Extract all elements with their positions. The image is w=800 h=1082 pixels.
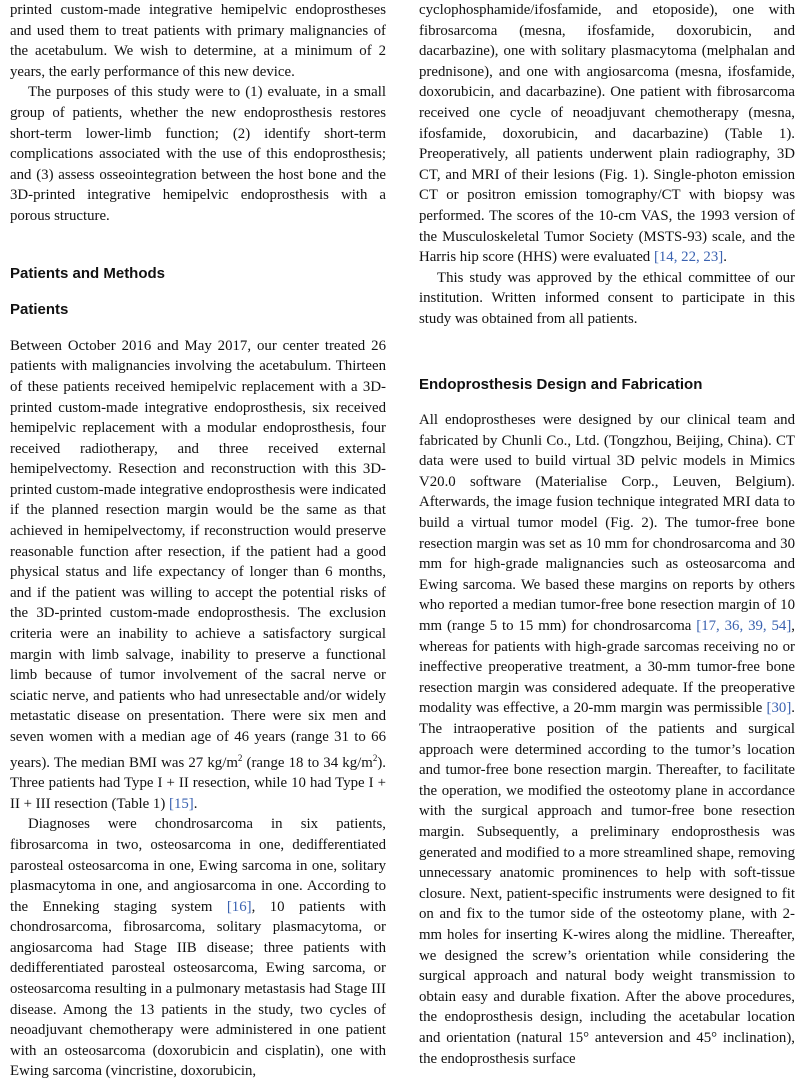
right-column [419, 0, 795, 1069]
patients-text-c: ). Three patients had Type I + II resection, while 10 had Type I + II + III resection (Table 1) [10, 754, 386, 812]
chemotherapy-paragraph-continued [419, 0, 795, 268]
citation-link-14-22-23[interactable]: [14, 22, 23] [653, 249, 724, 266]
patients-paragraph [10, 336, 386, 815]
heading-patients-and-methods: Patients and Methods [10, 264, 166, 282]
heading-patients: Patients [10, 301, 69, 319]
ethics-paragraph: This study was approved by the ethical committee of our institution. Written informed consent to participate in this study was obtained from all patients. [419, 269, 795, 327]
design-paragraph [419, 410, 795, 1069]
patients-text-a: Between October 2016 and May 2017, our center treated 26 patients with malignancies involving the acetabulum. Thirteen of these patients received hemipelvic replacement with a 3D-printed custom-made integrative endoprosthesis, six received hemipelvic replacement with a modular endoprosthesis, four received radiotherapy, and three received external hemipelvectomy. Resection and reconstruction with this 3D-printed custom-made integrative endoprosthesis were indicated if the planned resection margin would be the same as that achieved in hemipelvectomy, if reconstruction would preserve reasonable function after resection, if the patient had a good physical status and life expectancy of longer than 6 months, and if the patient was willing to accept the potential risks of the 3D-printed custom-made endoprosthesis. The exclusion criteria were an inability to achieve a satisfactory surgical margin with limb salvage, inability to preserve a functional limb because of tumor involvement of the sacral nerve or sciatic nerve, and patients who had unresectable and/or widely metastatic disease on presentation. There were six men and seven women with a median age of 46 years (range 31 to 66 years). The median BMI was 27 kg/m [10, 337, 386, 771]
citation-link-15[interactable]: [15] [169, 795, 194, 812]
citation-link-17-36-39-54[interactable]: [17, 36, 39, 54] [696, 618, 792, 635]
chemo-text-b: . [723, 249, 727, 266]
chemo-text-a: cyclophosphamide/ifosfamide, and etoposide), one with fibrosarcoma (mesna, ifosfamide, doxorubicin, and dacarbazine), one with solitary plasmacytoma (melphalan and prednisone), and one with angiosarcoma (mesna, ifosfamide, doxorubicin, and dacarbazine). One patient with fibrosarcoma received one cycle of neoadjuvant chemotherapy (mesna, ifosfamide, doxorubicin, and dacarbazine) (Table 1). Preoperatively, all patients underwent plain radiography, 3D CT, and MRI of their lesions (Fig. 1). Single-photon emission CT or positron emission tomography/CT with biopsy was performed. The scores of the 10-cm VAS, the 1993 version of the Musculoskeletal Tumor Society (MSTS-93) scale, and the Harris hip score (HHS) were evaluated [419, 2, 795, 266]
patients-text-d: . [193, 795, 198, 812]
design-text-c: . The intraoperative position of the patients and surgical approach were determined according to the tumor’s location and tumor-free bone resection margin. Thereafter, to facilitate the operation, we modified the osteotomy plane in accordance with the surgical approach and tumor-free bone resection margin. Subsequently, a preliminary endoprosthesis was generated and modified to a more streamlined shape, removing unnecessary anatomic prominences to help with soft-tissue closure. Next, patient-specific instruments were designed to fit on and fix to the tumor side of the osteotomy plane, with 2-mm holes for inserting K-wires along the midline. Thereafter, we designed the screw’s orientation while considering the surgical approach and natural body weight transmission to obtain easy and durable fixation. After the above procedures, the endoprosthesis design, including the acetabular location and orientation (natural 15° anteversion and 45° inclination), the endoprosthesis surface [419, 700, 795, 1067]
diagnoses-text-a: Diagnoses were chondrosarcoma in six patients, fibrosarcoma in two, osteosarcoma in one, dedifferentiated parosteal osteosarcoma in one, Ewing sarcoma in one, solitary plasmacytoma in one, and angiosarcoma in one. According to the Enneking staging system [10, 816, 386, 915]
heading-endoprosthesis-design: Endoprosthesis Design and Fabrication [419, 375, 703, 393]
study-purposes-paragraph: The purposes of this study were to (1) evaluate, in a small group of patients, whether the new endoprosthesis restores short-term lower-limb function; (2) identify short-term complications associated with the use of this endoprosthesis; and (3) assess osseointegration between the host bone and the 3D-printed integrative hemipelvic endoprosthesis with a porous structure. [10, 84, 386, 224]
left-column [10, 0, 386, 1082]
design-text-a: All endoprostheses were designed by our clinical team and fabricated by Chunli Co., Ltd. (Tongzhou, Beijing, China). CT data were used to build virtual 3D pelvic models in Mimics V20.0 software (Materialise Corp., Leuven, Belgium). Afterwards, the image fusion technique integrated MRI data to build a virtual tumor model (Fig. 2). The tumor-free bone resection margin was set as 10 mm for chondrosarcoma and 30 mm for high-grade malignancies such as osteosarcoma and Ewing sarcoma. We based these margins on reports by others who reported a median tumor-free bone resection margin of 10 mm (range 5 to 15 mm) for chondrosarcoma [419, 412, 795, 635]
diagnoses-text-b: , 10 patients with chondrosarcoma, fibrosarcoma, solitary plasmacytoma, or angiosarcoma had Stage IIB disease; three patients with dedifferentiated parosteal osteosarcoma, Ewing sarcoma, or osteosarcoma resulting in a pulmonary metastasis had Stage III disease. Among the 13 patients in the study, two cycles of neoadjuvant chemotherapy were administered in one patient with an osteosarcoma (doxorubicin and cisplatin), one with Ewing sarcoma (vincristine, doxorubicin, [10, 898, 386, 1080]
superscript-2: 2 [237, 752, 243, 763]
design-text-b: , whereas for patients with high-grade sarcomas receiving no or ineffective preoperative treatment, a 30-mm tumor-free bone resection margin was considered adequate. If the preoperative modality was effective, a 20-mm margin was permissible [419, 618, 796, 717]
citation-link-16[interactable]: [16] [226, 898, 252, 915]
citation-link-30[interactable]: [30] [766, 700, 792, 717]
patients-text-b: (range 18 to 34 kg/m [242, 754, 373, 771]
intro-paragraph-continued: printed custom-made integrative hemipelvic endoprostheses and used them to treat patients with primary malignancies of the acetabulum. We wish to determine, at a minimum of 2 years, the early performance of this new device. [10, 2, 386, 80]
diagnoses-paragraph [10, 814, 386, 1082]
superscript-2b: 2 [372, 752, 378, 763]
